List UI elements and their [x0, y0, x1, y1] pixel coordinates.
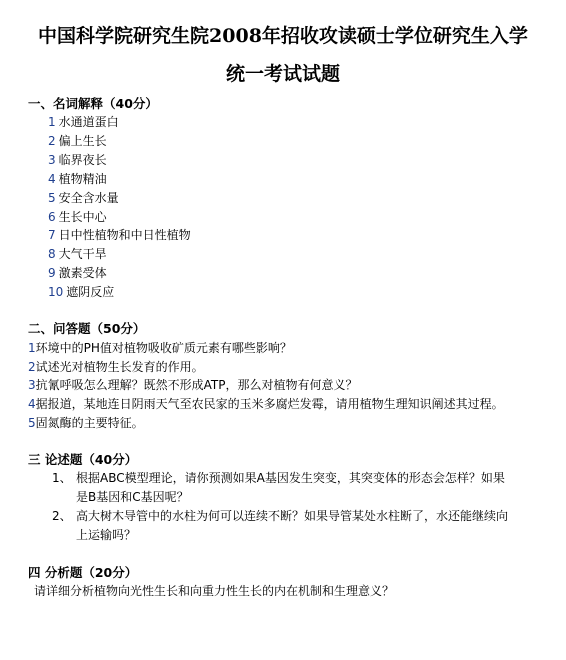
exam-title-line-1: 中国科学院研究生院2008年招收攻读硕士学位研究生入学 — [38, 25, 528, 47]
item-number: 3 — [28, 378, 36, 392]
section-1-item — [48, 171, 107, 187]
section-3-item-line: 上运输吗？ — [76, 528, 137, 542]
item-text: 日中性植物和中日性植物 — [58, 228, 191, 242]
section-1-item — [48, 284, 114, 300]
item-number: 2 — [28, 360, 36, 374]
section-3-item-line: 是B基因和C基因呢？ — [76, 490, 189, 504]
item-number: 7 — [48, 228, 56, 242]
section-3-heading: 三 论述题（40分） — [28, 452, 138, 467]
section-2-heading: 二、问答题（50分） — [28, 321, 146, 336]
item-text: 偏上生长 — [58, 134, 107, 148]
section-2-item — [28, 340, 292, 356]
item-number: 8 — [48, 247, 56, 261]
item-number: 6 — [48, 210, 56, 224]
item-number: 4 — [48, 172, 56, 186]
section-2-item — [28, 415, 144, 431]
section-1-item — [48, 190, 119, 206]
item-number: 9 — [48, 266, 56, 280]
section-1-item — [48, 133, 107, 149]
section-3-item-line: 根据ABC模型理论，请你预测如果A基因发生突变，其突变体的形态会怎样？如果 — [76, 471, 505, 485]
item-text: 抗氰呼吸怎么理解？既然不形成ATP，那么对植物有何意义？ — [35, 378, 358, 392]
section-2-item — [28, 359, 204, 375]
section-3-item-line: 高大树木导管中的水柱为何可以连续不断？如果导管某处水柱断了，水还能继续向 — [76, 509, 509, 523]
section-1-item — [48, 209, 107, 225]
section-1-item — [48, 152, 107, 168]
item-text: 据报道，某地连日阴雨天气至农民家的玉米多腐烂发霉，请用植物生理知识阐述其过程。 — [35, 397, 504, 411]
section-3-item-number: 2、 — [52, 509, 72, 523]
item-number: 2 — [48, 134, 56, 148]
item-text: 植物精油 — [58, 172, 107, 186]
section-1-item — [48, 265, 107, 281]
section-1-item — [48, 114, 119, 130]
item-number: 4 — [28, 397, 36, 411]
item-text: 遮阴反应 — [66, 285, 115, 299]
section-1-item — [48, 246, 107, 262]
section-2-item — [28, 377, 358, 393]
section-4-question: 请详细分析植物向光性生长和向重力性生长的内在机制和生理意义？ — [34, 584, 395, 598]
item-text: 临界夜长 — [58, 153, 107, 167]
exam-title-line-2: 统一考试试题 — [225, 63, 340, 85]
item-text: 环境中的PH值对植物吸收矿质元素有哪些影响？ — [35, 341, 292, 355]
item-number: 5 — [28, 416, 36, 430]
item-text: 激素受体 — [58, 266, 107, 280]
section-3-item-number: 1、 — [52, 471, 72, 485]
item-number: 10 — [48, 285, 64, 299]
item-text: 试述光对植物生长发育的作用。 — [35, 360, 204, 374]
section-4-heading: 四 分析题（20分） — [28, 565, 138, 580]
item-number: 1 — [28, 341, 36, 355]
item-text: 安全含水量 — [58, 191, 119, 205]
section-1-heading: 一、名词解释（40分） — [28, 96, 158, 111]
item-text: 水通道蛋白 — [58, 115, 119, 129]
section-2-item — [28, 396, 504, 412]
item-number: 1 — [48, 115, 56, 129]
item-number: 5 — [48, 191, 56, 205]
item-number: 3 — [48, 153, 56, 167]
item-text: 大气干旱 — [58, 247, 107, 261]
section-1-item — [48, 227, 191, 243]
item-text: 固氮酶的主要特征。 — [35, 416, 144, 430]
item-text: 生长中心 — [58, 210, 107, 224]
